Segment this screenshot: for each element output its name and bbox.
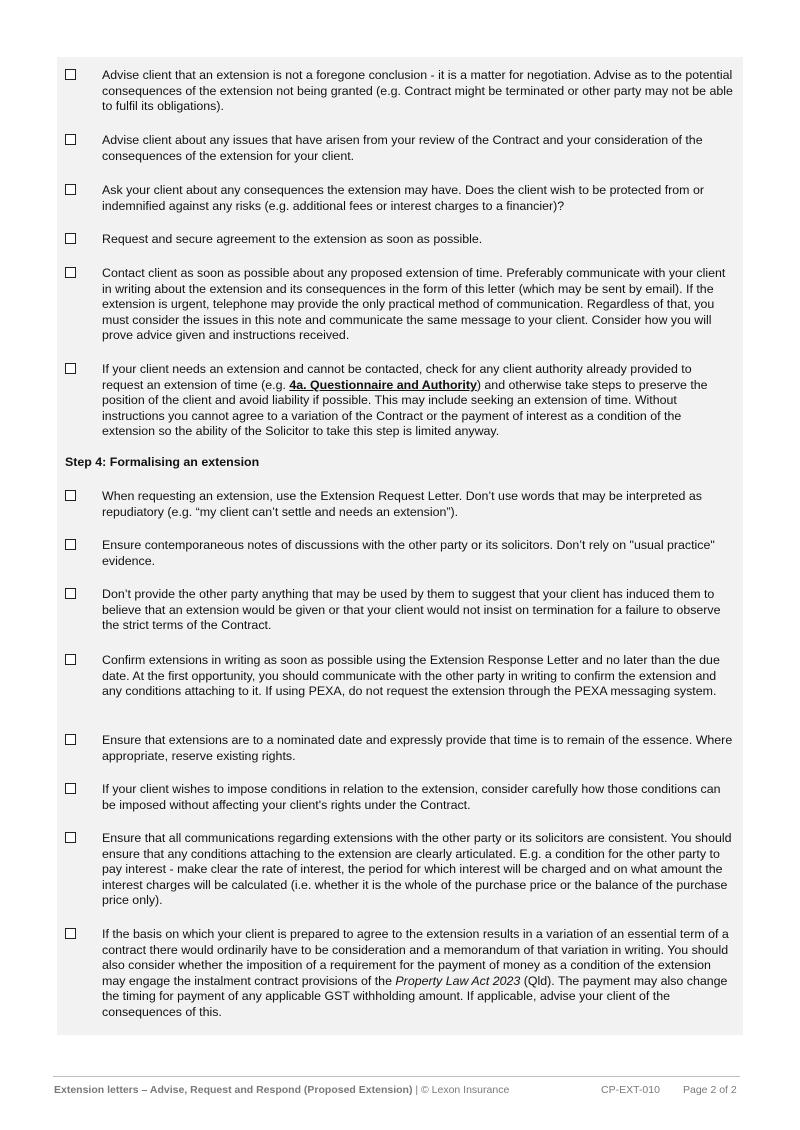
item-text: When requesting an extension, use the Extension Request Letter. Don’t use words that may be interpreted as repudiatory (e.g. “my client can’t settle and needs an extension”). bbox=[102, 489, 702, 519]
item-text: Request and secure agreement to the extension as soon as possible. bbox=[102, 232, 483, 246]
footer-divider bbox=[53, 1076, 740, 1077]
checkbox[interactable] bbox=[65, 734, 76, 745]
checkbox[interactable] bbox=[65, 928, 76, 939]
checkbox[interactable] bbox=[65, 832, 76, 843]
section-heading: Step 4: Formalising an extension bbox=[65, 455, 260, 469]
checkbox[interactable] bbox=[65, 654, 76, 665]
checklist-panel bbox=[57, 57, 743, 1035]
item-text: If your client needs an extension and cannot be contacted, check for any client authority already provided to request an extension of time (e.g. 4a. Questionnaire and Authority) and otherwise take steps to preserve the position of the client and avoid liability if possible. This may include seeking an extension of time. Without instructions you cannot agree to a variation of the Contract or the payment of interest as a condition of the extension so the ability of the Solicitor to take this step is limited anyway. bbox=[102, 362, 708, 439]
checkbox[interactable] bbox=[65, 783, 76, 794]
item-text: Advise client about any issues that have arisen from your review of the Contract and your consideration of the consequences of the extension for your client. bbox=[102, 133, 703, 163]
checkbox[interactable] bbox=[65, 267, 76, 278]
item-text: Ask your client about any consequences the extension may have. Does the client wish to be protected from or indemnified against any risks (e.g. additional fees or interest charges to a financier)? bbox=[102, 183, 704, 213]
checkbox[interactable] bbox=[65, 233, 76, 244]
checkbox[interactable] bbox=[65, 184, 76, 195]
item-text: Contact client as soon as possible about any proposed extension of time. Preferably communicate with your client in writing about the extension and its consequences in the form of this letter (which may be sent by email). If the extension is urgent, telephone may provide the only practical method of communication. Regardless of that, you must consider the issues in this note and communicate the same message to your client. Consider how you will prove advice given and instructions received. bbox=[102, 266, 726, 343]
item-text: Ensure contemporaneous notes of discussions with the other party or its solicitors. Don’t rely on "usual practice" evidence. bbox=[102, 538, 715, 568]
item-text: Ensure that extensions are to a nominated date and expressly provide that time is to remain of the essence. Where appropriate, reserve existing rights. bbox=[102, 733, 733, 763]
checkbox[interactable] bbox=[65, 69, 76, 80]
footer-page-number: Page 2 of 2 bbox=[683, 1084, 737, 1096]
checkbox[interactable] bbox=[65, 134, 76, 145]
item-text: Don’t provide the other party anything that may be used by them to suggest that your client has induced them to believe that an extension would be given or that your client would not insist on termination for a failure to observe the strict terms of the Contract. bbox=[102, 587, 721, 633]
footer-code: CP-EXT-010 bbox=[601, 1084, 660, 1096]
item-text: Advise client that an extension is not a foregone conclusion - it is a matter for negotiation. Advise as to the potential consequences of the extension not being granted (e.g. Contract might be terminated or other party may not be able to fulfil its obligations). bbox=[102, 68, 733, 114]
checkbox[interactable] bbox=[65, 588, 76, 599]
item-text: If the basis on which your client is prepared to agree to the extension results in a variation of an essential term of a contract there would ordinarily have to be consideration and a memorandum of that variation in writing. You should also consider whether the imposition of a requirement for the payment of money as a condition of the extension may engage the instalment contract provisions of the Property Law Act 2023 (Qld). The payment may also change the timing for payment of any applicable GST withholding amount. If applicable, advise your client of the consequences of this. bbox=[102, 927, 729, 1019]
questionnaire-authority-link[interactable]: 4a. Questionnaire and Authority bbox=[289, 377, 477, 392]
item-text: If your client wishes to impose conditions in relation to the extension, consider carefully how those conditions can be imposed without affecting your client's rights under the Contract. bbox=[102, 782, 721, 812]
item-text: Ensure that all communications regarding extensions with the other party or its solicitors are consistent. You should ensure that any conditions attaching to the extension are clearly articulated. E.g. a condition for the other party to pay interest - make clear the rate of interest, the period for which interest will be charged and on what amount the interest charges will be calculated (i.e. whether it is the whole of the purchase price or the balance of the purchase price only). bbox=[102, 831, 732, 908]
checkbox[interactable] bbox=[65, 539, 76, 550]
checkbox[interactable] bbox=[65, 363, 76, 374]
checkbox[interactable] bbox=[65, 490, 76, 501]
footer-title: Extension letters – Advise, Request and Respond (Proposed Extension) | © Lexon Insurance bbox=[54, 1084, 510, 1096]
item-text: Confirm extensions in writing as soon as possible using the Extension Response Letter and no later than the due date. At the first opportunity, you should communicate with the other party in writing to confirm the extension and any conditions attaching to it. If using PEXA, do not request the extension through the PEXA messaging system. bbox=[102, 653, 720, 699]
